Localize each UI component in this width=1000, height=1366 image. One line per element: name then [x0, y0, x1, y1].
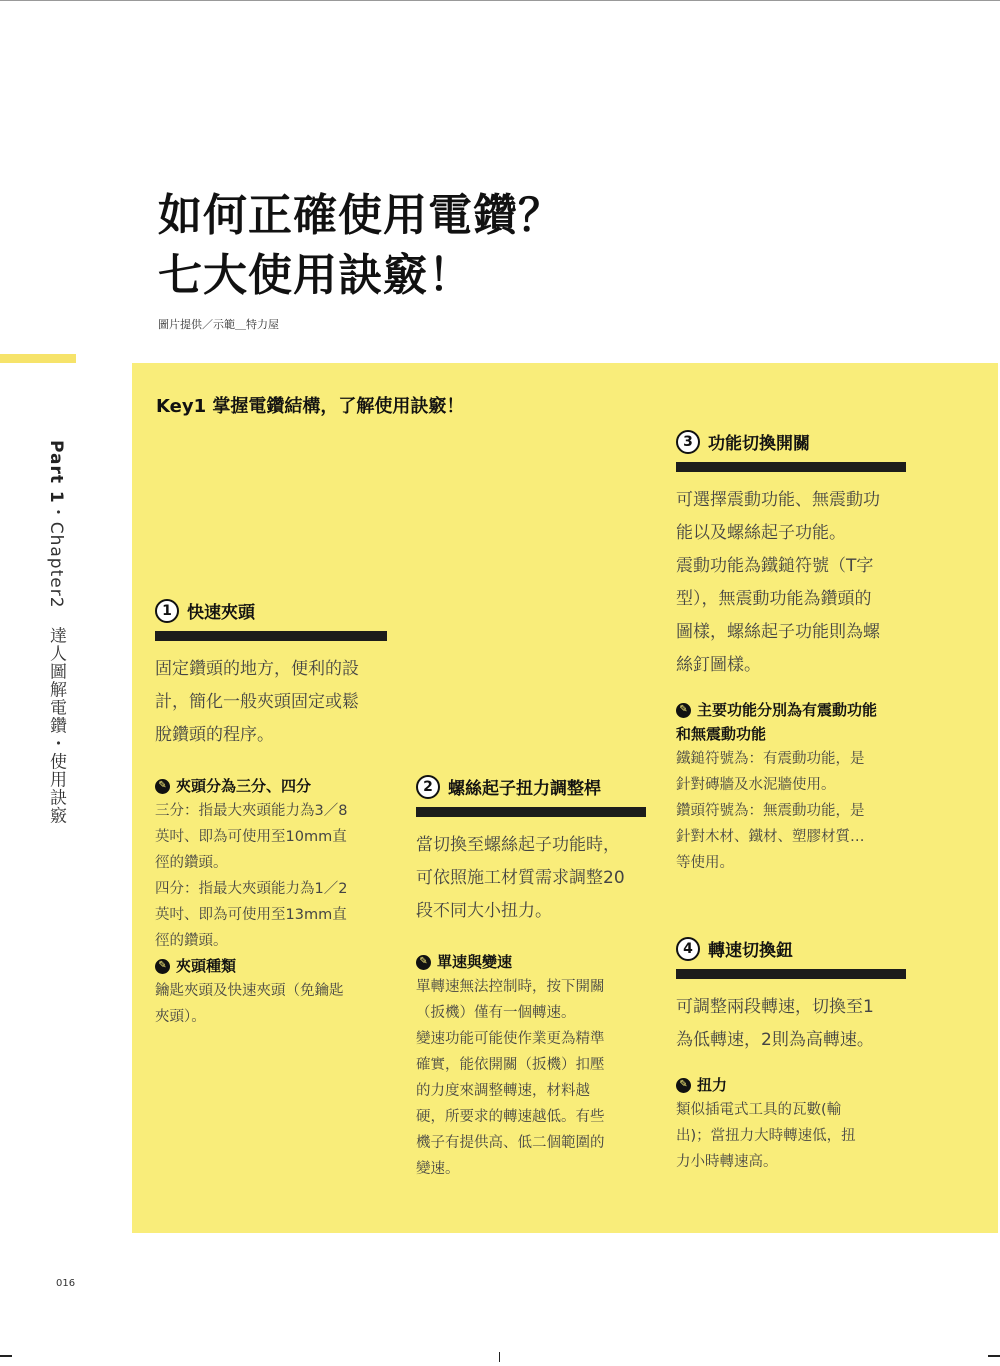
- sub-heading: [676, 1073, 906, 1097]
- crop-mark-bottom-center: [499, 1352, 500, 1362]
- section-rule: [676, 462, 906, 472]
- sub-heading-continued: 和無震動功能: [676, 725, 767, 743]
- chapter-label: ・Chapter2 達人圖解電鑽・使用訣竅: [46, 503, 66, 825]
- body-line: 可選擇震動功能、無震動功: [676, 490, 880, 510]
- body-line: 型），無震動功能為鑽頭的: [676, 589, 872, 609]
- number-badge: 1: [155, 599, 179, 623]
- body-line: 脫鑽頭的程序。: [155, 725, 274, 745]
- body-line: （扳機）僅有一個轉速。: [416, 1005, 576, 1021]
- number-badge: 4: [676, 937, 700, 961]
- section-body: [676, 991, 906, 1057]
- page-number: 016: [56, 1278, 76, 1289]
- body-line: 固定鑽頭的地方，便利的設: [155, 659, 359, 679]
- section-heading: [676, 936, 906, 961]
- body-line: 針對磚牆及水泥牆使用。: [676, 777, 836, 793]
- section-heading: [676, 429, 906, 454]
- section-title: 轉速切換鈕: [708, 941, 793, 961]
- body-line: 徑的鑽頭。: [155, 855, 228, 871]
- body-line: 絲釘圖樣。: [676, 655, 761, 675]
- number-badge: 2: [416, 775, 440, 799]
- crop-mark-top-left: [0, 0, 1000, 1]
- body-line: 計，簡化一般夾頭固定或鬆: [155, 692, 359, 712]
- title-line-2: 七大使用訣竅！: [158, 250, 473, 301]
- body-line: 確實，能依開關（扳機）扣壓: [416, 1057, 605, 1073]
- body-line: 英吋、即為可使用至13mm直: [155, 907, 347, 923]
- body-line: 力小時轉速高。: [676, 1154, 778, 1170]
- body-line: 能以及螺絲起子功能。: [676, 523, 846, 543]
- body-line: 針對木材、鐵材、塑膠材質…: [676, 829, 865, 845]
- body-line: 四分：指最大夾頭能力為1／2: [155, 881, 348, 897]
- body-line: 可調整兩段轉速，切換至1: [676, 997, 874, 1017]
- section-rule: [155, 631, 387, 641]
- part-label: Part 1: [46, 440, 66, 504]
- sub-heading-text: 扭力: [697, 1076, 728, 1094]
- sub-heading-text: 主要功能分別為有震動功能: [697, 701, 878, 719]
- body-line: 類似插電式工具的瓦數(輸: [676, 1102, 842, 1118]
- body-line: 的力度來調整轉速，材料越: [416, 1083, 590, 1099]
- body-line: 變速。: [416, 1161, 460, 1177]
- chapter-running-head: [44, 440, 69, 825]
- body-line: 單轉速無法控制時，按下開關: [416, 979, 605, 995]
- sub-body: [155, 978, 387, 1030]
- crop-mark-bottom-left: [0, 1355, 12, 1357]
- body-line: 可依照施工材質需求調整20: [416, 868, 625, 888]
- sub-heading-text: 夾頭種類: [176, 957, 237, 975]
- pencil-icon: ✎: [155, 779, 170, 794]
- body-line: 為低轉速，2則為高轉速。: [676, 1030, 874, 1050]
- body-line: 震動功能為鐵鎚符號（T字: [676, 556, 874, 576]
- key-heading: Key1 掌握電鑽結構，了解使用訣竅！: [156, 396, 465, 417]
- body-line: 變速功能可能使作業更為精準: [416, 1031, 605, 1047]
- section-body: [416, 829, 646, 928]
- sub-heading: [155, 954, 387, 978]
- section-rule: [416, 807, 646, 817]
- title: [158, 186, 858, 306]
- title-line-1: 如何正確使用電鑽？: [158, 190, 563, 241]
- section-heading: [416, 774, 646, 799]
- pencil-icon: ✎: [676, 703, 691, 718]
- body-line: 段不同大小扭力。: [416, 901, 552, 921]
- sub-heading-text: 夾頭分為三分、四分: [176, 777, 312, 795]
- number-badge: 3: [676, 430, 700, 454]
- section-quick-chuck: [155, 598, 387, 1030]
- body-line: 鐵鎚符號為：有震動功能，是: [676, 751, 865, 767]
- section-title: 快速夾頭: [187, 603, 255, 623]
- body-line: 圖樣，螺絲起子功能則為螺: [676, 622, 880, 642]
- section-mode-switch: [676, 429, 906, 876]
- body-line: 英吋、即為可使用至10mm直: [155, 829, 347, 845]
- pencil-icon: ✎: [155, 959, 170, 974]
- body-line: 夾頭）。: [155, 1009, 206, 1025]
- section-torque-adjuster: [416, 774, 646, 1182]
- body-line: 鑽頭符號為：無震動功能，是: [676, 803, 865, 819]
- pencil-icon: ✎: [416, 955, 431, 970]
- body-line: 出)；當扭力大時轉速低，扭: [676, 1128, 856, 1144]
- body-line: 硬，所要求的轉速越低。有些: [416, 1109, 605, 1125]
- section-body: [676, 484, 906, 682]
- sub-body: [416, 974, 646, 1182]
- section-rule: [676, 969, 906, 979]
- sub-body: [155, 798, 387, 954]
- section-title: 功能切換開關: [708, 434, 810, 454]
- body-line: 當切換至螺絲起子功能時，: [416, 835, 620, 855]
- sub-body: [676, 1097, 906, 1175]
- body-line: 等使用。: [676, 855, 734, 871]
- section-heading: [155, 598, 387, 623]
- side-accent-bar: [0, 354, 76, 363]
- body-line: 鑰匙夾頭及快速夾頭（免鑰匙: [155, 983, 344, 999]
- body-line: 三分：指最大夾頭能力為3／8: [155, 803, 348, 819]
- pencil-icon: ✎: [676, 1078, 691, 1093]
- sub-heading: [676, 698, 906, 722]
- sub-heading: [155, 774, 387, 798]
- body-line: 機子有提供高、低二個範圍的: [416, 1135, 605, 1151]
- body-line: 徑的鑽頭。: [155, 933, 228, 949]
- sub-heading-text: 單速與變速: [437, 953, 513, 971]
- crop-mark-bottom-right: [988, 1355, 1000, 1357]
- section-speed-selector: [676, 936, 906, 1175]
- sub-body: [676, 746, 906, 876]
- photo-credit: 圖片提供／示範＿特力屋: [158, 318, 279, 331]
- section-title: 螺絲起子扭力調整桿: [448, 779, 601, 799]
- section-body: [155, 653, 387, 752]
- sub-heading: [416, 950, 646, 974]
